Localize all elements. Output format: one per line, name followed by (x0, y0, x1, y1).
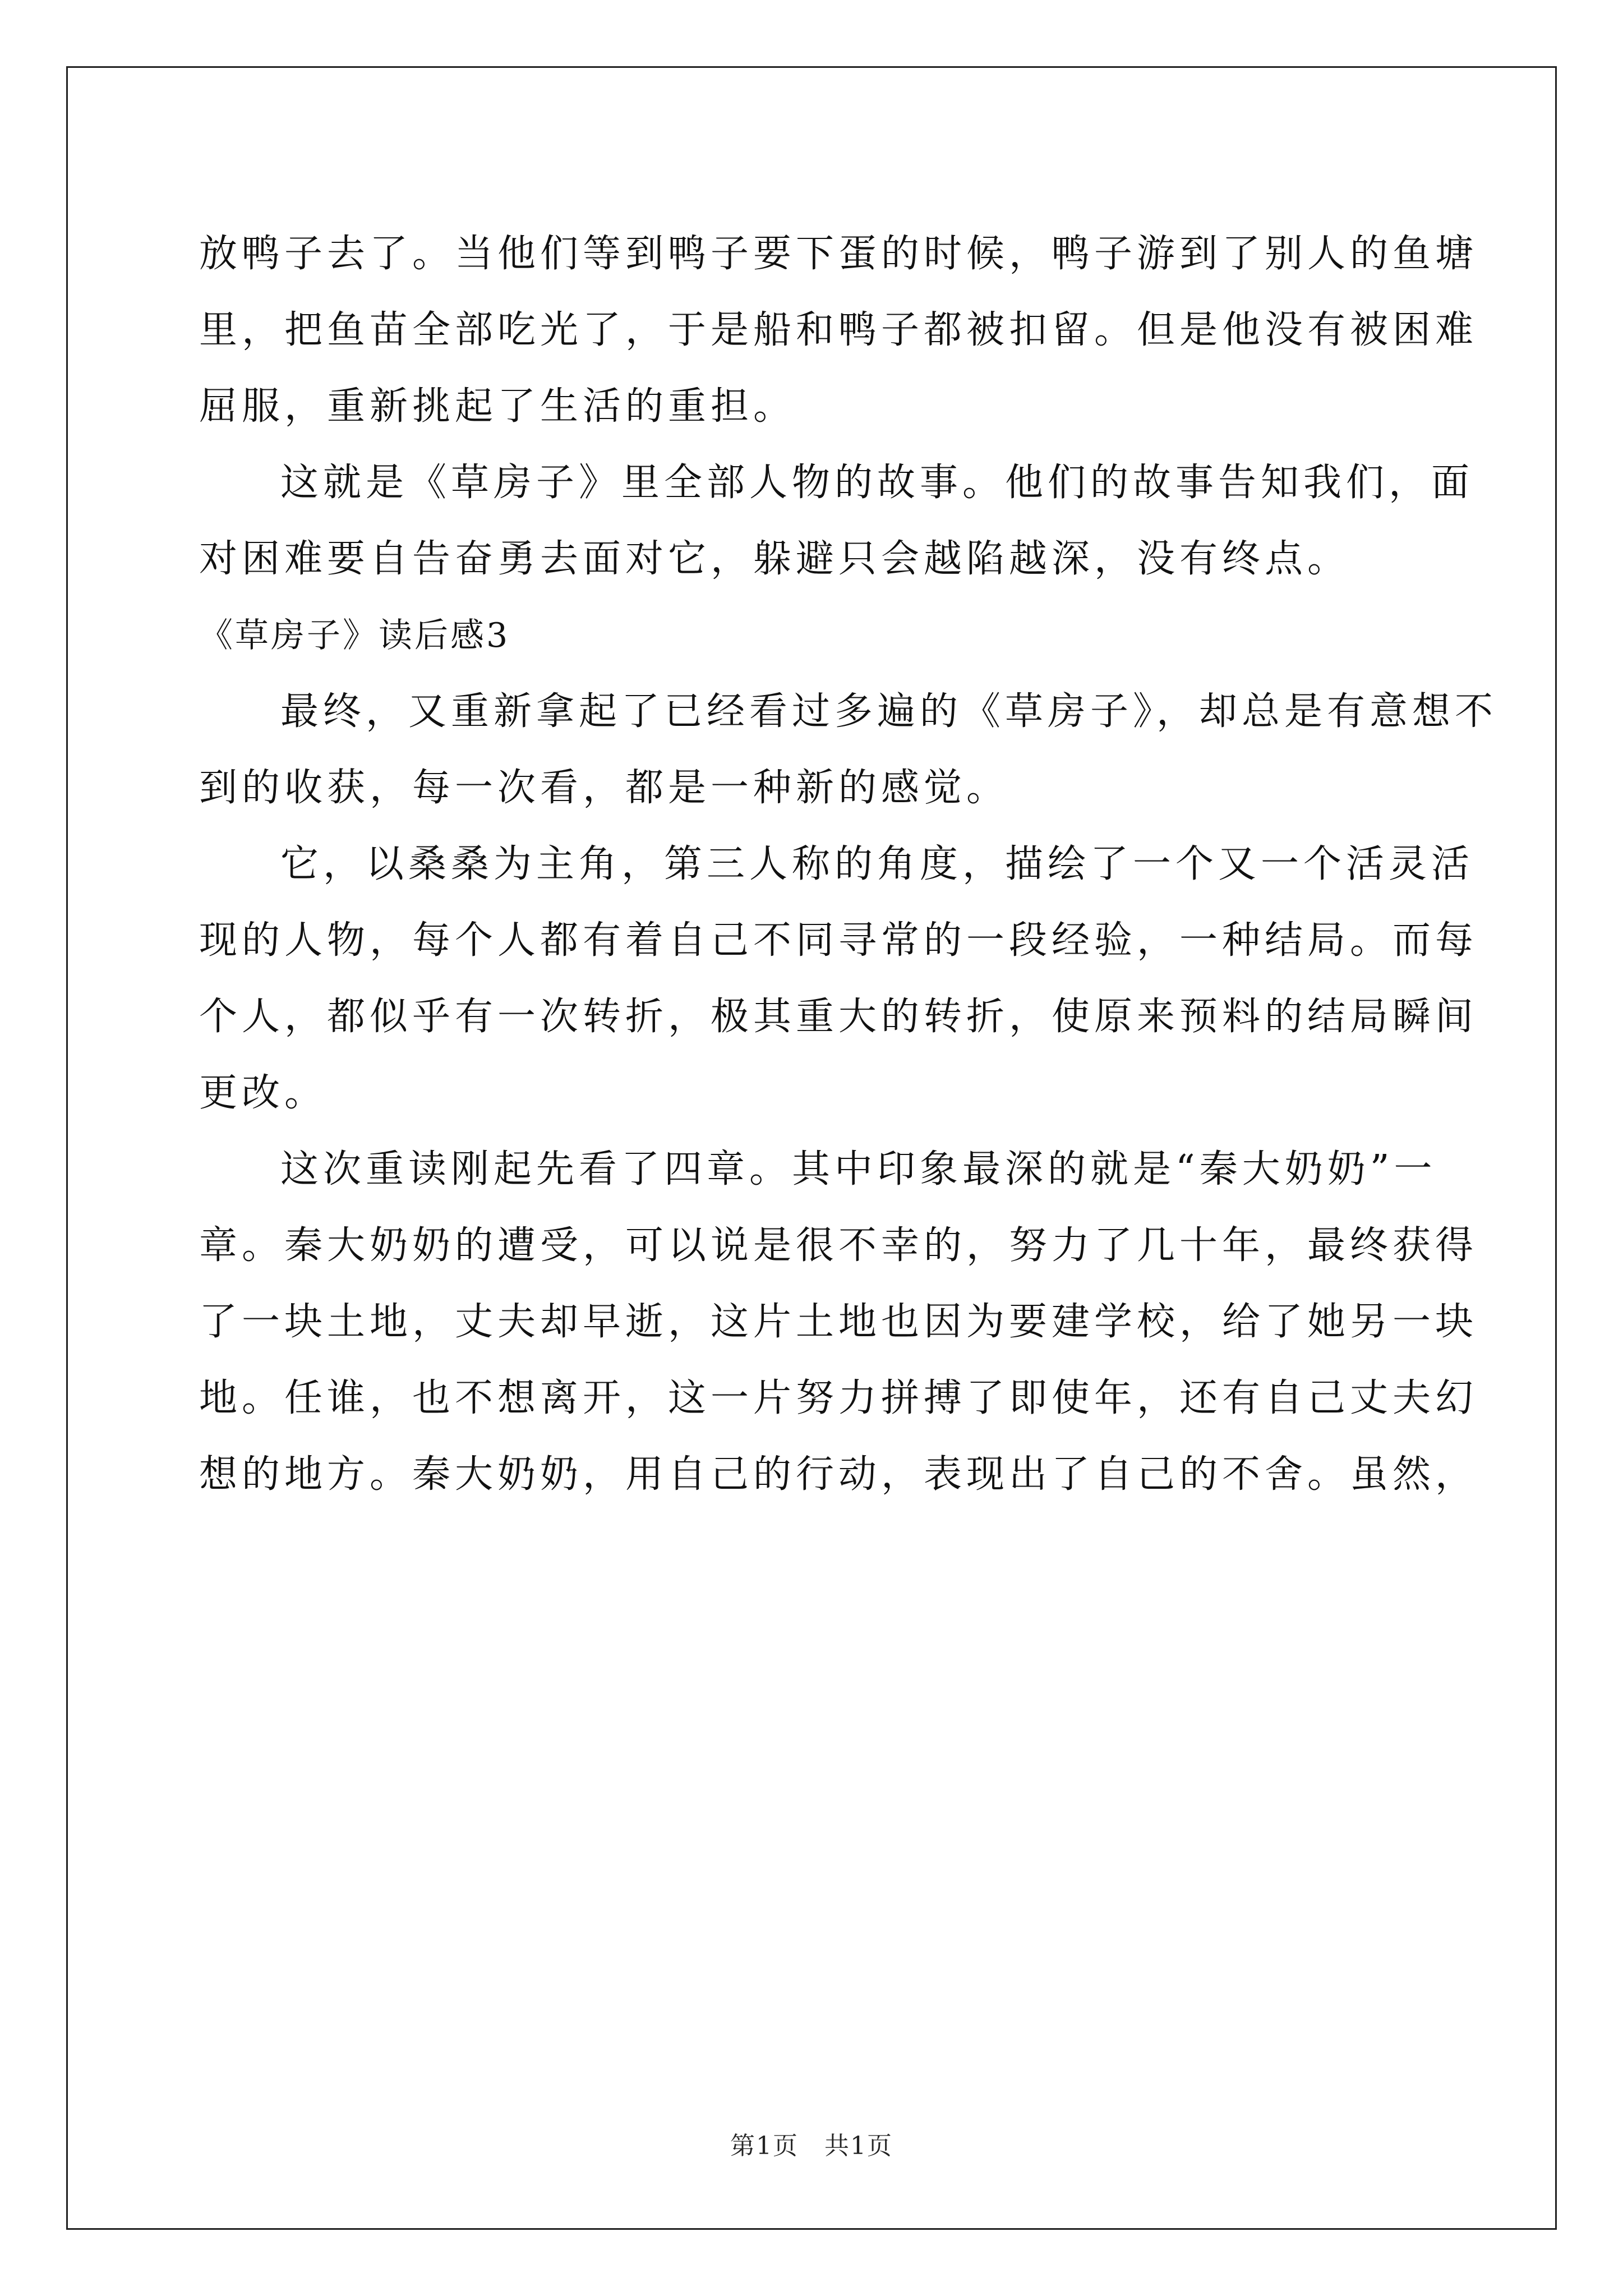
text-line: 对困难要自告奋勇去面对它，躲避只会越陷越深，没有终点。 (199, 537, 1350, 581)
text-line: 最终，又重新拿起了已经看过多遍的《草房子》，却总是有意想不 (280, 689, 1498, 734)
text-line: 这就是《草房子》里全部人物的故事。他们的故事告知我们，面 (280, 461, 1474, 505)
text-line: 想的地方。秦大奶奶，用自己的行动，表现出了自己的不舍。虽然， (199, 1452, 1478, 1497)
text-line: 更改。 (199, 1071, 328, 1115)
document-body (199, 216, 1498, 1513)
text-line: 地。任谁，也不想离开，这一片努力拼搏了即使年，还有自己丈夫幻 (199, 1376, 1478, 1420)
text-line: 个人，都似乎有一次转折，极其重大的转折，使原来预料的结局瞬间 (199, 995, 1478, 1039)
text-line: 这次重读刚起先看了四章。其中印象最深的就是“秦大奶奶”一 (280, 1147, 1437, 1191)
text-line: 现的人物，每个人都有着自己不同寻常的一段经验，一种结局。而每 (199, 918, 1478, 963)
text-line: 它，以桑桑为主角，第三人称的角度，描绘了一个又一个活灵活 (280, 842, 1474, 886)
text-line: 里，把鱼苗全部吃光了，于是船和鸭子都被扣留。但是他没有被困难 (199, 308, 1478, 352)
text-line: 了一块土地，丈夫却早逝，这片土地也因为要建学校，给了她另一块 (199, 1300, 1478, 1344)
text-line: 到的收获，每一次看，都是一种新的感觉。 (199, 766, 1009, 810)
page-footer: 第1页 共1页 (730, 2132, 893, 2160)
text-line: 放鸭子去了。当他们等到鸭子要下蛋的时候，鸭子游到了别人的鱼塘 (199, 232, 1478, 276)
section-heading: 《草房子》读后感3 (199, 616, 510, 655)
text-line: 屈服，重新挑起了生活的重担。 (199, 384, 796, 429)
text-line: 章。秦大奶奶的遭受，可以说是很不幸的，努力了几十年，最终获得 (199, 1223, 1478, 1268)
